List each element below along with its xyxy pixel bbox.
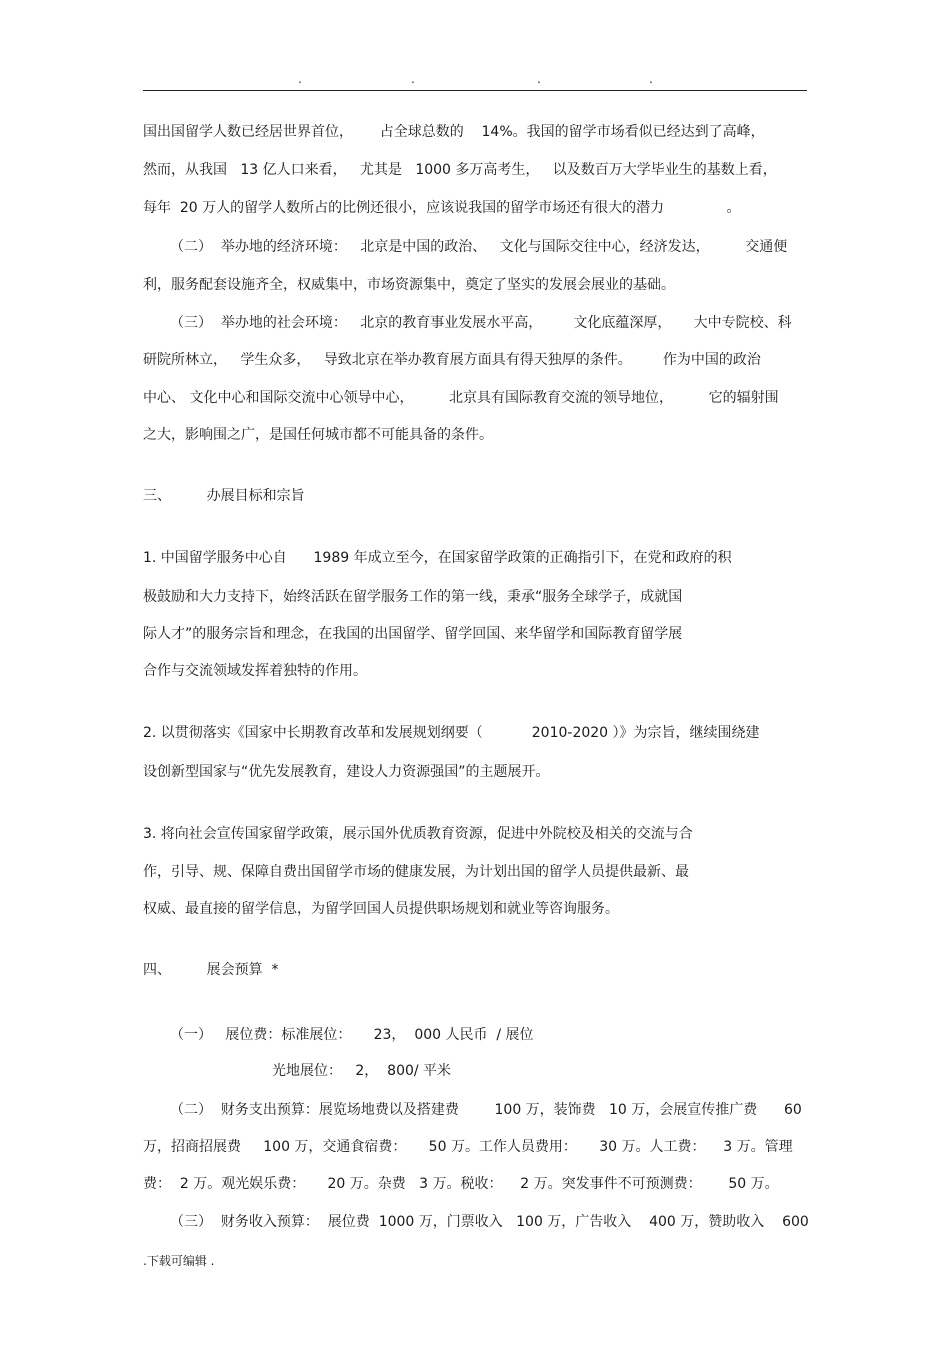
header-dot: . [649,72,653,86]
paragraph-line: （三） 举办地的社会环境： 北京的教育事业发展水平高， 文化底蕴深厚， 大中专院校、科 [170,315,792,331]
paragraph-line: 利，服务配套设施齐全，权威集中，市场资源集中，奠定了坚实的发展会展业的基础。 [143,277,675,293]
header-dot: . [411,72,415,86]
paragraph-line: 费： 2 万。观光娱乐费： 20 万。杂费 3 万。税收： 2 万。突发事件不可预测费： 50 万。 [143,1176,779,1192]
paragraph-line: （二） 举办地的经济环境： 北京是中国的政治、 文化与国际交往中心，经济发达， 交通便 [170,239,788,255]
paragraph-line: 之大，影响围之广，是国任何城市都不可能具备的条件。 [143,427,493,443]
paragraph-line: （三） 财务收入预算： 展位费 1000 万，门票收入 100 万，广告收入 400 万，赞助收入 600 [170,1214,809,1230]
footer-note: .下载可编辑 . [143,1254,215,1268]
paragraph-line: 作，引导、规、保障自费出国留学市场的健康发展，为计划出国的留学人员提供最新、最 [143,864,689,880]
paragraph-line: 1. 中国留学服务中心自 1989 年成立至今，在国家留学政策的正确指引下，在党和政府的积 [143,550,732,566]
paragraph-line: 权威、最直接的留学信息，为留学回国人员提供职场规划和就业等咨询服务。 [143,901,619,917]
header-rule [143,90,807,91]
paragraph-line: 万，招商招展费 100 万，交通食宿费： 50 万。工作人员费用： 30 万。人工费： 3 万。管理 [143,1139,793,1155]
paragraph-line: （二） 财务支出预算：展览场地费以及搭建费 100 万，装饰费 10 万，会展宣传推广费 60 [170,1102,802,1118]
paragraph-line: 国出国留学人数已经居世界首位， 占全球总数的 14%。我国的留学市场看似已经达到了高峰， [143,124,765,140]
paragraph-line: 合作与交流领域发挥着独特的作用。 [143,663,367,679]
paragraph-line: 2. 以贯彻落实《国家中长期教育改革和发展规划纲要（ 2010-2020 ）》为宗旨，继续围绕建 [143,725,760,741]
header-dot: . [537,72,541,86]
section-heading: 四、 展会预算 * [143,962,279,978]
paragraph-line: 设创新型国家与“优先发展教育，建设人力资源强国”的主题展开。 [143,764,550,780]
paragraph-line: 际人才”的服务宗旨和理念，在我国的出国留学、留学回国、来华留学和国际教育留学展 [143,626,683,642]
paragraph-line: 每年 20 万人的留学人数所占的比例还很小，应该说我国的留学市场还有很大的潜力 。 [143,200,741,216]
section-heading: 三、 办展目标和宗旨 [143,488,305,504]
paragraph-line: 光地展位： 2， 800/ 平米 [272,1063,452,1079]
header-dot: . [298,72,302,86]
paragraph-line: 然而，从我国 13 亿人口来看， 尤其是 1000 多万高考生， 以及数百万大学毕业生的基数上看， [143,162,777,178]
paragraph-line: 研院所林立， 学生众多， 导致北京在举办教育展方面具有得天独厚的条件。 作为中国的政治 [143,352,761,368]
paragraph-line: 中心、 文化中心和国际交流中心领导中心， 北京具有国际教育交流的领导地位， 它的辐射围 [143,390,779,406]
paragraph-line: （一） 展位费：标准展位： 23， 000 人民币 / 展位 [170,1027,534,1043]
paragraph-line: 3. 将向社会宣传国家留学政策，展示国外优质教育资源，促进中外院校及相关的交流与合 [143,826,693,842]
paragraph-line: 极鼓励和大力支持下，始终活跃在留学服务工作的第一线，秉承“服务全球学子，成就国 [143,589,683,605]
